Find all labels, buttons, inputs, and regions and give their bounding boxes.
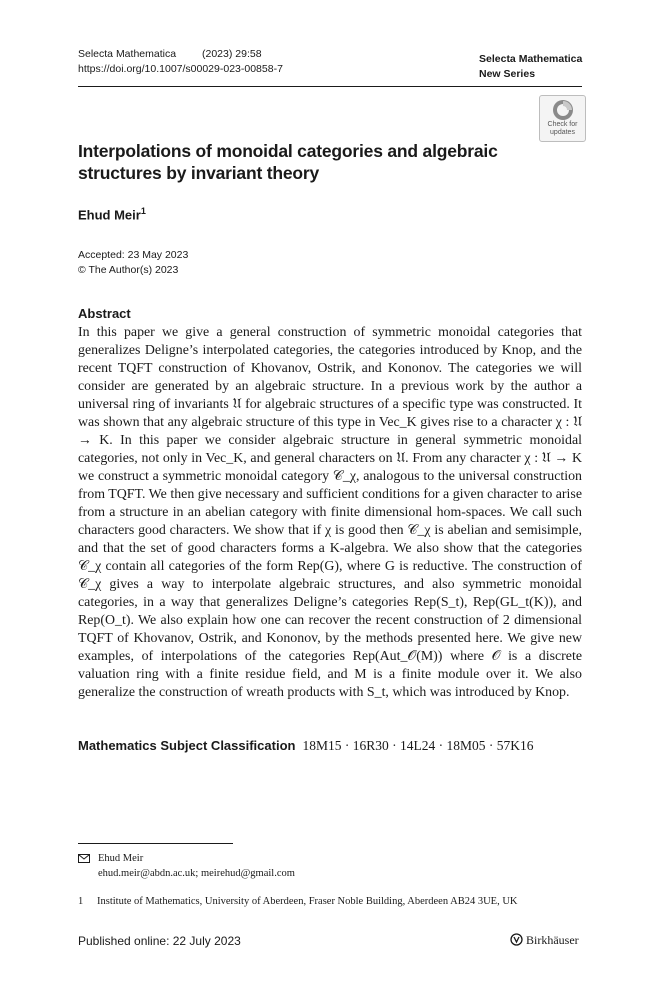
published-online: Published online: 22 July 2023 <box>78 934 241 948</box>
msc-codes: 18M15 · 16R30 · 14L24 · 18M05 · 57K16 <box>302 738 534 753</box>
abstract-heading: Abstract <box>78 306 131 321</box>
publisher-name: Birkhäuser <box>526 933 579 947</box>
abstract-text: In this paper we give a general construction of symmetric monoidal categories that generalizes Deligne’s interpolated categories, the categories introduced by Knop, and the recent TQFT construction of Khovanov, Ostrik, and Kononov. The categories we will consider are generated by an algebraic structure. In a previous work by the author a universal ring of invariants 𝔘 for algebraic structures of a specific type was constructed. It was shown that any algebraic structure of this type in Vec_K gives rise to a character χ : 𝔘 → K. In this paper we consider algebraic structure in general symmetric monoidal categories, not only in Vec_K, and general characters on 𝔘. From any character χ : 𝔘 → K we construct a symmetric monoidal category 𝒞_χ, analogous to the universal construction from TQFT. We then give necessary and sufficient conditions for a given character to arise from a structure in an abelian category with finite dimensional hom-spaces. We call such characters good characters. We show that if χ is good then 𝒞_χ is abelian and semisimple, and that the set of good characters forms a K-algebra. We also show that the categories 𝒞_χ contain all categories of the form Rep(G), where G is reductive. The construction of 𝒞_χ gives a way to interpolate algebraic structures, and also symmetric monoidal categories, in a way that generalizes Deligne’s categories Rep(S_t), Rep(GL_t(K)), and Rep(O_t). We also explain how one can recover the recent construction of 2 dimensional TQFT of Khovanov, Ostrik, and Kononov, by the methods presented here. We give new examples, of interpolations of the categories Rep(Aut_𝒪(M)) where 𝒪 is a discrete valuation ring with a finite residue field, and M is a finite module over it. We also generalize the construction of wreath products with S_t, which was introduced by Knop. <box>78 325 582 700</box>
msc-label: Mathematics Subject Classification <box>78 738 296 753</box>
contact-emails[interactable]: ehud.meir@abdn.ac.uk; meirehud@gmail.com <box>98 868 295 879</box>
series-subtitle: New Series <box>479 68 536 80</box>
birkhauser-icon <box>510 933 523 946</box>
doi-link[interactable]: https://doi.org/10.1007/s00029-023-00858-7 <box>78 63 283 75</box>
article-title: Interpolations of monoidal categories and algebraic structures by invariant theory <box>78 141 498 183</box>
envelope-icon <box>78 854 90 863</box>
author-line <box>78 206 146 222</box>
corresponding-author <box>78 851 295 881</box>
footnote-divider <box>78 843 233 844</box>
series-header <box>479 52 582 82</box>
contact-name: Ehud Meir <box>98 853 144 864</box>
article-dates <box>78 248 188 278</box>
publisher-logo <box>510 933 579 948</box>
series-title: Selecta Mathematica <box>479 53 583 65</box>
author-name: Ehud Meir <box>78 207 141 223</box>
badge-line1: Check for <box>547 121 578 128</box>
affiliation-text: Institute of Mathematics, University of Aberdeen, Fraser Noble Building, Aberdeen AB24 3UE, UK <box>97 896 518 907</box>
copyright-notice: © The Author(s) 2023 <box>78 264 179 276</box>
affiliation-footnote <box>78 894 518 909</box>
affiliation-number: 1 <box>78 896 84 907</box>
check-updates-icon <box>552 99 574 121</box>
author-affiliation-marker[interactable]: 1 <box>140 206 146 216</box>
journal-header <box>78 47 283 77</box>
journal-name: Selecta Mathematica <box>78 48 177 60</box>
header-divider <box>78 86 582 87</box>
check-for-updates-button[interactable] <box>539 95 586 142</box>
citation: (2023) 29:58 <box>202 48 262 60</box>
accepted-date: Accepted: 23 May 2023 <box>78 249 189 261</box>
badge-line2: updates <box>550 129 575 136</box>
msc-line <box>78 738 533 754</box>
